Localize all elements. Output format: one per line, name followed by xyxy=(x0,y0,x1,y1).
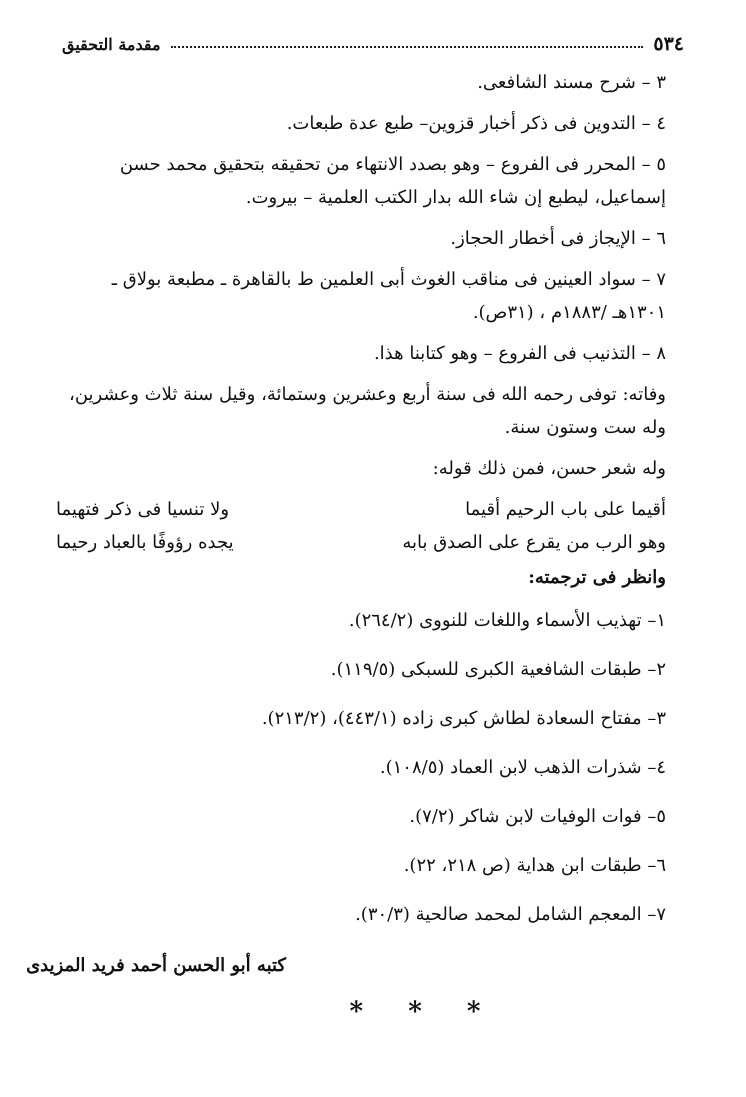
reference-item: ٥– فوات الوفيات لابن شاكر (٧/٢). xyxy=(409,806,666,827)
page-number: ٥٣٤ xyxy=(653,33,684,55)
work-item: ٨ – التذنيب فى الفروع – وهو كتابنا هذا. xyxy=(373,343,666,364)
see-also-heading: وانظر فى ترجمته: xyxy=(528,567,666,588)
work-line: ٧ – سواد العينين فى مناقب الغوث أبى العلمين ط بالقاهرة ـ مطبعة بولاق ـ xyxy=(111,269,666,290)
work-line: ٥ – المحرر فى الفروع – وهو بصدد الانتهاء من تحقيقه بتحقيق محمد حسن xyxy=(119,154,666,175)
work-item: ٤ – التدوين فى ذكر أخبار قزوين– طبع عدة طبعات. xyxy=(286,113,666,134)
verse-first-hemistich: وهو الرب من يقرع على الصدق بابه xyxy=(402,532,666,553)
reference-list xyxy=(62,604,666,931)
verse-second-hemistich: يجده رؤوفًا بالعباد رحيما xyxy=(56,532,234,553)
death-line: وفاته: توفى رحمه الله فى سنة أربع وعشرين وستمائة، وقيل سنة ثلاث وعشرين، xyxy=(69,384,666,405)
header-title: مقدمة التحقيق xyxy=(62,34,161,54)
reference-item: ١– تهذيب الأسماء واللغات للنووى (٢٦٤/٢). xyxy=(348,610,666,631)
poem-verse xyxy=(56,493,666,526)
reference-item: ٧– المعجم الشامل لمحمد صالحية (٣٠/٣). xyxy=(355,904,666,925)
verse-first-hemistich: أقيما على باب الرحيم أقيما xyxy=(465,499,666,520)
section-end-ornament: * * * xyxy=(349,997,499,1027)
reference-item: ٦– طبقات ابن هداية (ص ٢١٨، ٢٢). xyxy=(403,855,666,876)
work-item: ٣ – شرح مسند الشافعى. xyxy=(477,72,666,93)
page-body xyxy=(26,66,666,1029)
running-header xyxy=(62,30,684,58)
reference-item: ٣– مفتاح السعادة لطاش كبرى زاده (٤٤٣/١)، (٢١٣/٢). xyxy=(261,708,666,729)
work-item: ٦ – الإيجاز فى أخطار الحجاز. xyxy=(450,228,666,249)
poem xyxy=(56,493,666,559)
work-line: ١٣٠١هـ /١٨٨٣م ، (٣١ص). xyxy=(472,302,666,323)
death-paragraph xyxy=(62,378,666,444)
verse-second-hemistich: ولا تنسيا فى ذكر فتهيما xyxy=(56,499,230,520)
poetry-intro: وله شعر حسن، فمن ذلك قوله: xyxy=(432,458,666,479)
header-leader-dots xyxy=(171,46,644,48)
work-item xyxy=(62,148,666,214)
author-signature: كتبه أبو الحسن أحمد فريد المزيدى xyxy=(26,955,286,976)
reference-item: ٢– طبقات الشافعية الكبرى للسبكى (١١٩/٥). xyxy=(330,659,666,680)
death-line: وله ست وستون سنة. xyxy=(504,417,666,438)
poem-verse xyxy=(56,526,666,559)
work-line: إسماعيل، ليطبع إن شاء الله بدار الكتب العلمية – بيروت. xyxy=(245,187,666,208)
work-item xyxy=(62,263,666,329)
reference-item: ٤– شذرات الذهب لابن العماد (١٠٨/٥). xyxy=(379,757,666,778)
